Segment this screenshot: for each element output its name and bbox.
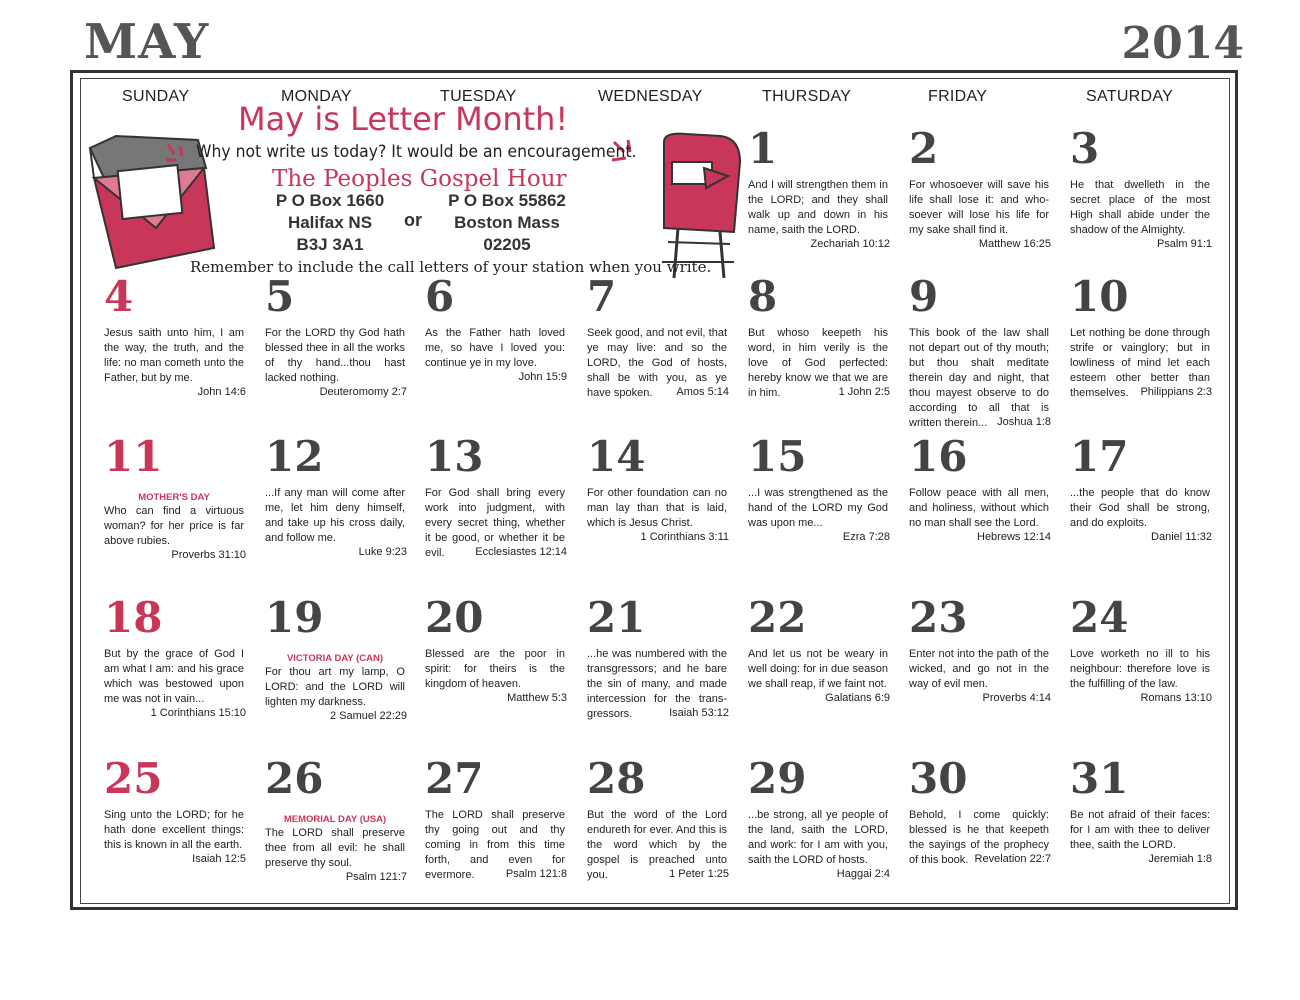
verse-reference: 1 John 2:5 (838, 386, 890, 398)
day-cell-4 (104, 272, 254, 436)
day-cell-19 (265, 593, 415, 757)
day-cell-24 (1070, 593, 1220, 757)
address-usa-box: P O Box 55862 (448, 191, 566, 210)
day-number: 22 (748, 593, 807, 642)
day-cell-8 (748, 272, 898, 436)
verse-reference: Psalm 121:7 (345, 871, 407, 883)
verse-text: For whosoever will save his life shall lose it: and who-soever will lose his life for my sake shall find it. (909, 179, 1049, 236)
day-cell-18 (104, 593, 254, 757)
verse-text: But whoso keepeth his word, in him verily is the love of God perfected: hereby know we that we are in him. (748, 327, 888, 399)
day-number: 8 (748, 272, 778, 321)
day-cell-16 (909, 432, 1059, 596)
holiday-label: MOTHER'S DAY (138, 492, 210, 503)
day-cell-10 (1070, 272, 1220, 436)
verse-reference: Isaiah 12:5 (192, 853, 246, 865)
verse-text: Blessed are the poor in spirit: for theirs is the kingdom of heaven. (425, 648, 565, 690)
day-cell-20 (425, 593, 575, 757)
day-cell-13 (425, 432, 575, 596)
day-number: 10 (1070, 272, 1129, 321)
day-number: 17 (1070, 432, 1129, 481)
weekday-tuesday: TUESDAY (440, 88, 517, 105)
promo-subtitle: Why not write us today? It would be an encouragement. (196, 142, 637, 162)
day-number: 29 (748, 754, 807, 803)
day-cell-28 (587, 754, 737, 918)
day-cell-2 (909, 124, 1059, 288)
day-cell-6 (425, 272, 575, 436)
verse-reference: John 15:9 (518, 371, 567, 383)
weekday-monday: MONDAY (281, 88, 352, 105)
day-number: 14 (587, 432, 646, 481)
day-number: 18 (104, 593, 163, 642)
day-cell-31 (1070, 754, 1220, 918)
day-number: 25 (104, 754, 163, 803)
day-cell-25 (104, 754, 254, 918)
verse-reference: Luke 9:23 (358, 546, 407, 558)
verse-text: ...I was strengthened as the hand of the LORD my God was upon me... (748, 487, 888, 529)
address-canada (255, 190, 405, 256)
verse-text: ...If any man will come after me, let him deny himself, and take up his cross daily, and follow me. (265, 487, 405, 544)
day-number: 11 (104, 432, 163, 481)
verse-text: But the word of the Lord endureth for ever. And this is the word which by the gospel is preached unto you. (587, 809, 727, 881)
verse-reference: Psalm 91:1 (1156, 238, 1212, 250)
verse-reference: 1 Corinthians 3:11 (640, 531, 729, 543)
address-canada-box: P O Box 1660 (275, 191, 385, 210)
verse-reference: 1 Peter 1:25 (669, 868, 729, 880)
day-cell-22 (748, 593, 898, 757)
day-number: 1 (748, 124, 778, 173)
verse-text: For God shall bring every work into judgment, with every secret thing, whether it be good, or whether it be evil. (425, 487, 565, 559)
verse-reference: Proverbs 31:10 (171, 549, 246, 561)
verse-text: This book of the law shall not depart out of thy mouth; but thou shalt meditate therein day and night, that thou mayest observe to do according to all that is written therein... (909, 327, 1049, 429)
verse-reference: Matthew 5:3 (507, 692, 567, 704)
verse-reference: Deuteromomy 2:7 (319, 386, 407, 398)
day-number: 19 (265, 593, 324, 642)
day-cell-17 (1070, 432, 1220, 596)
day-number: 21 (587, 593, 646, 642)
day-number: 15 (748, 432, 807, 481)
verse-text: For the LORD thy God hath blessed thee in all the works of thy hand...thou hast lacked nothing. (265, 327, 405, 384)
weekday-wednesday: WEDNESDAY (598, 88, 703, 105)
verse-reference: John 14:6 (197, 386, 246, 398)
day-number: 16 (909, 432, 968, 481)
verse-text: But by the grace of God I am what I am: and his grace which was bestowed upon me was not in vain... (104, 648, 244, 705)
day-cell-9 (909, 272, 1059, 436)
day-cell-14 (587, 432, 737, 596)
day-number: 7 (587, 272, 617, 321)
verse-reference: Jeremiah 1:8 (1148, 853, 1212, 865)
verse-reference: Isaiah 53:12 (669, 707, 729, 719)
address-usa (432, 190, 582, 256)
verse-reference: 1 Corinthians 15:10 (150, 707, 246, 719)
day-cell-11 (104, 432, 254, 596)
verse-text: Enter not into the path of the wicked, and go not in the way of evil men. (909, 648, 1049, 690)
day-cell-30 (909, 754, 1059, 918)
promo-reminder: Remember to include the call letters of your station when you write. (190, 258, 712, 276)
verse-text: The LORD shall preserve thee from all evil: he shall preserve thy soul. (265, 827, 405, 869)
day-number: 9 (909, 272, 939, 321)
verse-reference: Ecclesiastes 12:14 (475, 546, 567, 558)
day-cell-3 (1070, 124, 1220, 288)
address-usa-code: 02205 (483, 235, 531, 254)
verse-text: Be not afraid of their faces: for I am with thee to deliver thee, saith the LORD. (1070, 809, 1210, 851)
verse-reference: Daniel 11:32 (1151, 531, 1212, 543)
verse-reference: Proverbs 4:14 (982, 692, 1051, 704)
verse-text: And I will strengthen them in the LORD; and they shall walk up and down in his name, saith the LORD. (748, 179, 888, 236)
address-or: or (404, 210, 422, 230)
day-number: 23 (909, 593, 968, 642)
day-number: 6 (425, 272, 455, 321)
day-number: 4 (104, 272, 134, 321)
day-cell-7 (587, 272, 737, 436)
weekday-saturday: SATURDAY (1086, 88, 1174, 105)
day-number: 20 (425, 593, 484, 642)
verse-reference: Joshua 1:8 (997, 416, 1051, 428)
verse-reference: Romans 13:10 (1140, 692, 1212, 704)
verse-text: And let us not be weary in well doing: for in due season we shall reap, if we faint not. (748, 648, 888, 690)
verse-text: Love worketh no ill to his neighbour: therefore love is the fulfilling of the law. (1070, 648, 1210, 690)
day-number: 12 (265, 432, 324, 481)
weekday-sunday: SUNDAY (122, 88, 190, 105)
verse-reference: Galatians 6:9 (825, 692, 890, 704)
day-cell-29 (748, 754, 898, 918)
day-cell-1 (748, 124, 898, 288)
month-title: MAY (84, 14, 210, 70)
verse-reference: Amos 5:14 (676, 386, 729, 398)
verse-reference: Psalm 121:8 (505, 868, 567, 880)
verse-reference: Ezra 7:28 (842, 531, 890, 543)
verse-text: As the Father hath loved me, so have I loved you: continue ye in my love. (425, 327, 565, 369)
verse-text: He that dwelleth in the secret place of the most High shall abide under the shadow of the Almighty. (1070, 179, 1210, 236)
verse-reference: Haggai 2:4 (836, 868, 890, 880)
day-cell-26 (265, 754, 415, 918)
verse-reference: Hebrews 12:14 (977, 531, 1051, 543)
year-title: 2014 (1121, 18, 1244, 69)
day-number: 13 (425, 432, 484, 481)
verse-text: Behold, I come quickly: blessed is he that keepeth the sayings of the prophecy of this book. (909, 809, 1049, 866)
day-cell-23 (909, 593, 1059, 757)
verse-text: Follow peace with all men, and holiness, without which no man shall see the Lord. (909, 487, 1049, 529)
verse-text: The LORD shall preserve thy going out and thy coming in from this time forth, and even for evermore. (425, 809, 565, 881)
verse-text: ...the people that do know their God shall be strong, and do exploits. (1070, 487, 1210, 529)
day-number: 31 (1070, 754, 1129, 803)
verse-reference: Philippians 2:3 (1140, 386, 1212, 398)
verse-text: For thou art my lamp, O LORD: and the LORD will lighten my darkness. (265, 666, 405, 708)
day-cell-15 (748, 432, 898, 596)
address-usa-city: Boston Mass (454, 213, 560, 232)
verse-text: Let nothing be done through strife or vainglory; but in lowliness of mind let each esteem other better than themselves. (1070, 327, 1210, 399)
verse-text: ...he was numbered with the transgressors; and he bare the sin of many, and made intercession for the trans-gressors. (587, 648, 727, 720)
verse-reference: 2 Samuel 22:29 (329, 710, 407, 722)
promo-organization: The Peoples Gospel Hour (272, 166, 567, 192)
day-cell-21 (587, 593, 737, 757)
address-canada-code: B3J 3A1 (296, 235, 364, 254)
day-number: 2 (909, 124, 939, 173)
holiday-label: MEMORIAL DAY (USA) (283, 814, 387, 825)
day-number: 5 (265, 272, 295, 321)
day-cell-12 (265, 432, 415, 596)
day-number: 28 (587, 754, 646, 803)
verse-reference: Revelation 22:7 (974, 853, 1051, 865)
verse-text: Who can find a virtuous woman? for her price is far above rubies. (104, 505, 244, 547)
day-number: 27 (425, 754, 484, 803)
verse-text: Seek good, and not evil, that ye may live: and so the LORD, the God of hosts, shall be with you, as ye have spoken. (587, 327, 727, 399)
holiday-label: VICTORIA DAY (CAN) (286, 653, 384, 664)
weekday-friday: FRIDAY (928, 88, 988, 105)
verse-text: Jesus saith unto him, I am the way, the truth, and the life: no man cometh unto the Father, but by me. (104, 327, 244, 384)
verse-text: Sing unto the LORD; for he hath done excellent things: this is known in all the earth. (104, 809, 244, 851)
verse-text: ...be strong, all ye people of the land, saith the LORD, and work: for I am with you, saith the LORD of hosts. (748, 809, 888, 866)
day-number: 30 (909, 754, 968, 803)
day-cell-5 (265, 272, 415, 436)
day-number: 3 (1070, 124, 1100, 173)
day-cell-27 (425, 754, 575, 918)
weekday-thursday: THURSDAY (762, 88, 852, 105)
promo-title: May is Letter Month! (238, 100, 569, 138)
verse-text: For other foundation can no man lay than that is laid, which is Jesus Christ. (587, 487, 727, 529)
day-number: 24 (1070, 593, 1129, 642)
address-canada-city: Halifax NS (287, 213, 373, 232)
sparkle-left-icon (162, 142, 192, 166)
verse-reference: Zechariah 10:12 (810, 238, 890, 250)
verse-reference: Matthew 16:25 (978, 238, 1051, 250)
day-number: 26 (265, 754, 324, 803)
